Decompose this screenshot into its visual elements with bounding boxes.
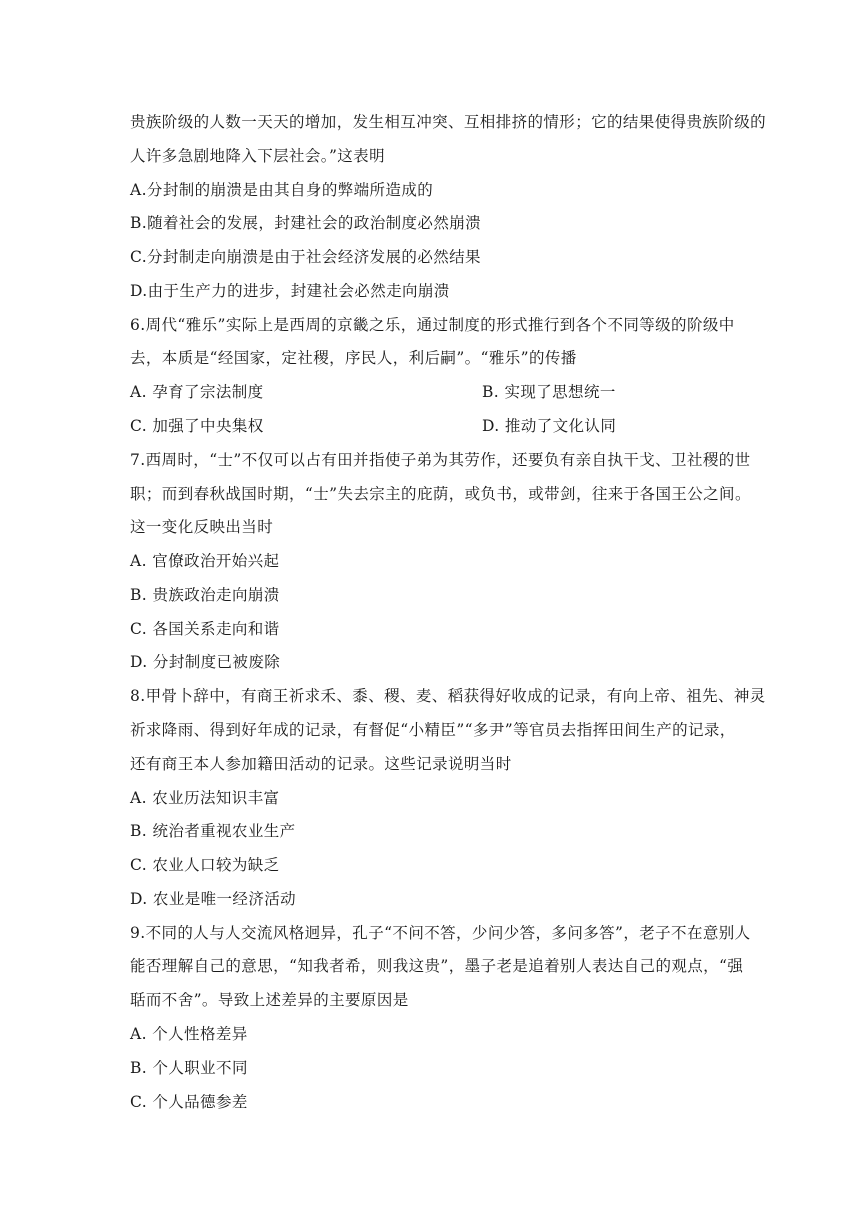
q5-option-c: C.分封制走向崩溃是由于社会经济发展的必然结果 [130, 248, 481, 266]
q7-stem-line-1: 7.西周时，“士”不仅可以占有田并指使子弟为其劳作，还要负有亲自执干戈、卫社稷的世 [130, 451, 751, 469]
q7-stem-line-3: 这一变化反映出当时 [130, 518, 274, 536]
q8-option-c: C. 农业人口较为缺乏 [130, 856, 280, 874]
q6-option-c: C. 加强了中央集权 [130, 417, 264, 435]
q5-passage-line-2: 人许多急剧地降入下层社会。”这表明 [130, 147, 385, 165]
q9-stem-line-3: 聒而不舍”。导致上述差异的主要原因是 [130, 991, 409, 1009]
q9-stem-line-2: 能否理解自己的意思，“知我者希，则我这贵”，墨子老是追着别人表达自己的观点，“强 [130, 957, 744, 975]
q7-option-c: C. 各国关系走向和谐 [130, 620, 280, 638]
q6-stem-line-2: 去，本质是“经国家，定社稷，序民人，利后嗣”。“雅乐”的传播 [130, 349, 577, 367]
q7-option-d: D. 分封制度已被废除 [130, 653, 281, 671]
q6-option-d: D. 推动了文化认同 [482, 417, 617, 435]
q5-option-b: B.随着社会的发展，封建社会的政治制度必然崩溃 [130, 214, 482, 232]
q7-stem-line-2: 职；而到春秋战国时期，“士”失去宗主的庇荫，或负书，或带剑，往来于各国王公之间。 [130, 485, 751, 503]
q7-option-a: A. 官僚政治开始兴起 [130, 552, 280, 570]
q8-option-b: B. 统治者重视农业生产 [130, 822, 296, 840]
q5-passage-line-1: 贵族阶级的人数一天天的增加，发生相互冲突、互相排挤的情形；它的结果使得贵族阶级的 [130, 113, 767, 131]
q7-option-b: B. 贵族政治走向崩溃 [130, 586, 280, 604]
q8-stem-line-1: 8.甲骨卜辞中，有商王祈求禾、黍、稷、麦、稻获得好收成的记录，有向上帝、祖先、神灵 [130, 687, 766, 705]
q9-option-a: A. 个人性格差异 [130, 1025, 248, 1043]
q6-option-b: B. 实现了思想统一 [482, 383, 616, 401]
q8-option-d: D. 农业是唯一经济活动 [130, 890, 297, 908]
q5-option-a: A.分封制的崩溃是由其自身的弊端所造成的 [130, 181, 434, 199]
q6-stem-line-1: 6.周代“雅乐”实际上是西周的京畿之乐，通过制度的形式推行到各个不同等级的阶级中 [130, 316, 735, 334]
q8-option-a: A. 农业历法知识丰富 [130, 789, 280, 807]
q8-stem-line-3: 还有商王本人参加籍田活动的记录。这些记录说明当时 [130, 755, 512, 773]
q9-option-c: C. 个人品德参差 [130, 1093, 248, 1111]
q9-option-b: B. 个人职业不同 [130, 1059, 248, 1077]
q8-stem-line-2: 祈求降雨、得到好年成的记录，有督促“小精臣”“多尹”等官员去指挥田间生产的记录， [130, 721, 736, 739]
q5-option-d: D.由于生产力的进步，封建社会必然走向崩溃 [130, 282, 450, 300]
q9-stem-line-1: 9.不同的人与人交流风格迥异，孔子“不问不答，少问少答，多问多答”，老子不在意别人 [130, 924, 751, 942]
q6-option-a: A. 孕育了宗法制度 [130, 383, 264, 401]
